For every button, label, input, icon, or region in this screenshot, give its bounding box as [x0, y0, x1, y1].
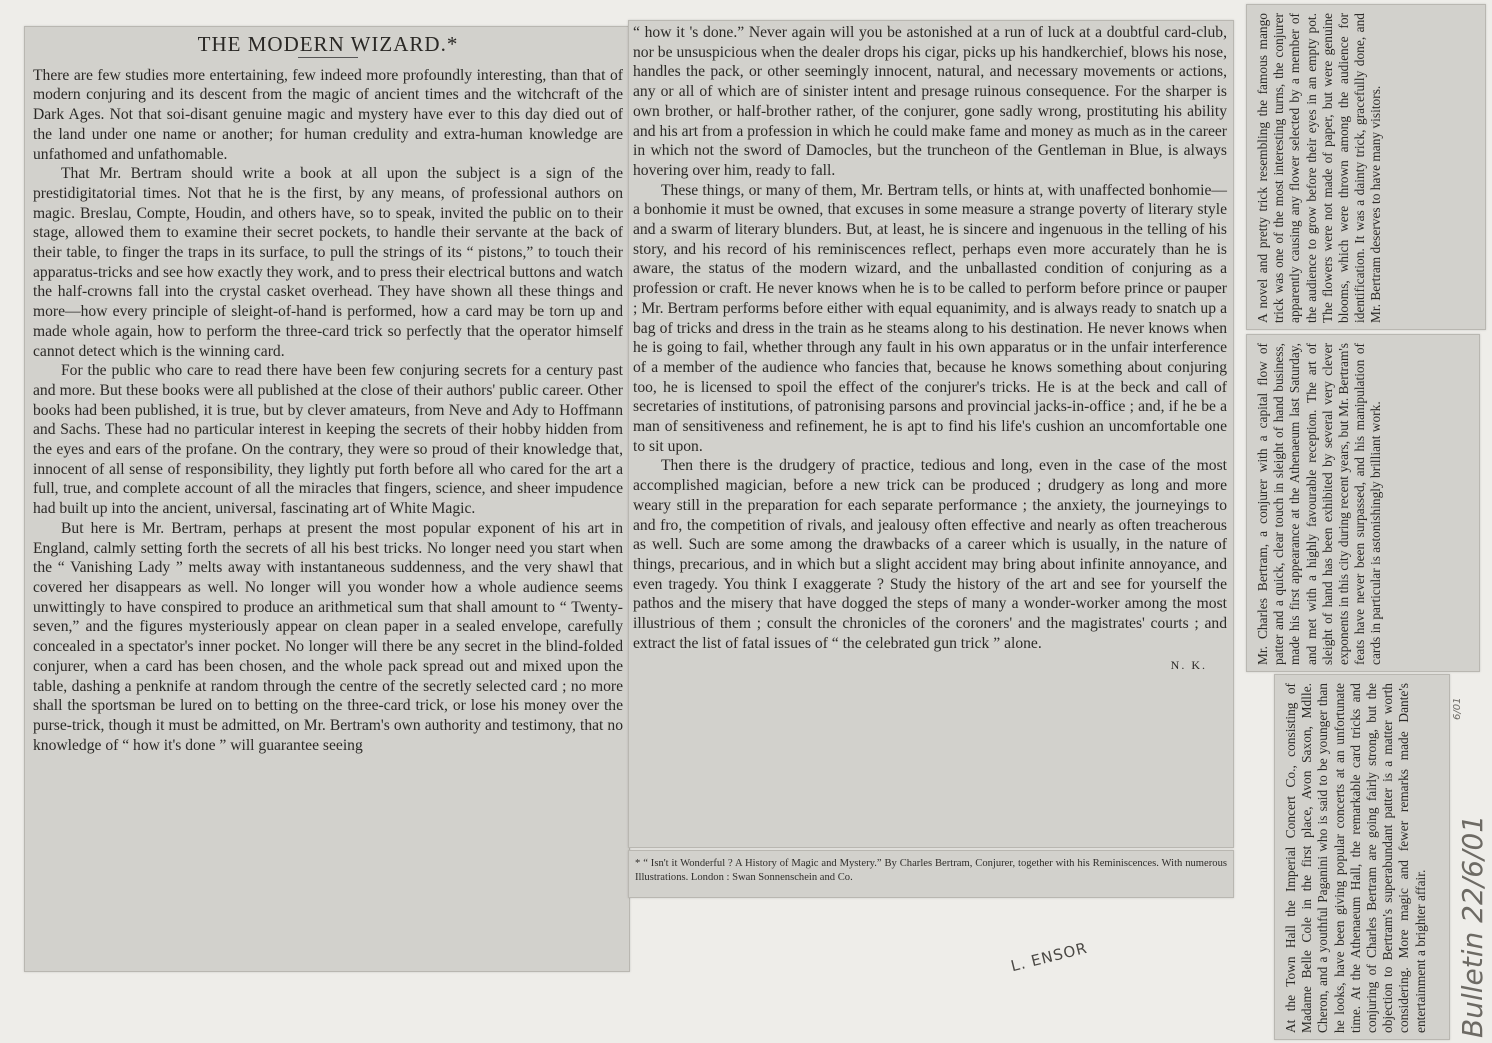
side-clipping-top	[1246, 4, 1486, 330]
side-clipping-middle	[1246, 334, 1480, 672]
paragraph: These things, or many of them, Mr. Bertram tells, or hints at, with unaffected bonhomie—a bonhomie it must be owned, that excuses in some measure a strange poverty of literary style and a swarm of literary blunders. But, at least, he is sincere and ingenuous in the telling of his story, and his record of his reminiscences reflect, perhaps even more accurately than he is aware, the status of the modern wizard, and the unballasted condition of conjuring as a profession or craft. He never knows when he is to be called to perform before prince or pauper ; Mr. Bertram performs before either with equal equanimity, and is always ready to snatch up a bag of tricks and dress in the train as he steams along to his destination. He never knows when he is going to fail, whether through any fault in his own apparatus or in the unfair interference of a member of the audience who fancies that, because he knows something about conjuring too, he is licensed to spoil the effect of the conjurer's tricks. He is at the beck and call of secretaries of institutions, of patronising parsons and provincial jacks-in-office ; and, if he be a man of sensitiveness and refinement, he is apt to find his life's cushion an uncomfortable one to sit upon.	[633, 181, 1227, 455]
article-title: THE MODERN WIZARD.*	[197, 32, 459, 56]
paragraph: There are few studies more entertaining, few indeed more profoundly interesting, than that of modern conjuring and its descent from the magic of ancient times and the witchcraft of the Dark Ages. Not that soi-disant genuine magic and mystery have ever to this day died out of the land under one name or another; for human credulity and extra-human knowledge are unfathomed and unfathomable.	[33, 66, 623, 163]
paragraph: For the public who care to read there have been few conjuring secrets for a century past and more. But these books were all published at the close of their authors' public career. Other books had been published, it is true, but by clever amateurs, from Neve and Ady to Hoffmann and Sachs. These had no particular interest in keeping the secrets of their hobby hidden from the eyes and ears of the profane. On the contrary, they were so proud of their knowledge that, innocent of all sense of responsibility, they lightly put forth before all who cared for the art a full, true, and complete account of all the miracles that fingers, science, and sheer impudence had built up into the ancient, universal, fascinating art of White Magic.	[33, 362, 623, 518]
title-rule	[298, 57, 358, 58]
article-right-clipping	[628, 20, 1234, 848]
side-text-middle: Mr. Charles Bertram, a conjurer with a capital flow of patter and a quick, clear touch in sleight of hand business, made his first appearance at the Athenaeum last Saturday, and met with a highly favourable reception. The art of sleight of hand has been exhibited by several very clever exponents in this city during recent years, but Mr. Bertram's feats have never been surpassed, and his manipulation of cards in particular is astonishingly brilliant work.	[1255, 343, 1384, 665]
side-text-top: A novel and pretty trick resembling the famous mango trick was one of the most interesting turns, the conjurer apparently causing any flower selected by a member of the audience to grow before their eyes in an empty pot. The flowers were not made of paper, but were genuine blooms, which were thrown among the audience for identification. It was a dainty trick, gracefully done, and Mr. Bertram deserves to have many visitors.	[1255, 13, 1384, 323]
paragraph: That Mr. Bertram should write a book at all upon the subject is a sign of the prestidigitatorial times. Not that he is the first, by any means, of professional authors on magic. Breslau, Compte, Houdin, and others have, so to speak, invited the public on to their stage, allowed them to examine their secret pockets, to handle their servante at the back of their table, to finger the traps in its surface, to pull the strings of its “ pistons,” to touch their apparatus-tricks and see how exactly they work, and to press their electrical buttons and watch the half-crowns fall into the crystal casket overhead. They have shown all these things and more—how every principle of sleight-of-hand is performed, how a card may be torn up and made whole again, how to perform the three-card trick so perfectly that the operator himself cannot detect which is the winning card.	[33, 165, 623, 360]
article-right-column	[633, 23, 1227, 675]
collector-stamp: L. ENSOR	[1008, 938, 1090, 976]
footnote-clipping	[628, 850, 1234, 898]
footnote: * “ Isn't it Wonderful ? A History of Magic and Mystery.” By Charles Bertram, Conjurer, together with his Reminiscences. With numerous Illustrations. London : Swan Sonnenschein and Co.	[635, 858, 1227, 883]
side-text-bottom: At the Town Hall the Imperial Concert Co., consisting of Madame Belle Cole in the first place, Avon Saxon, Mdlle. Cheron, and a youthful Paganini who is said to be younger than he looks, have been giving popular concerts at an unfortunate time. At the Athenaeum Hall, the remarkable card tricks and conjuring of Charles Bertram are going fairly strong, but the objection to Bertram's superabundant patter is a matter worth considering. More magic and fewer remarks made Dante's entertainment a brighter affair.	[1283, 683, 1428, 1033]
handwritten-source-date: Bulletin 22/6/01	[1456, 814, 1489, 1038]
side-clipping-bottom	[1274, 674, 1450, 1040]
paragraph: “ how it 's done.” Never again will you be astonished at a run of luck at a doubtful card-club, nor be unsuspicious when the dealer drops his cigar, picks up his handkerchief, blows his nose, handles the pack, or other seemingly innocent, natural, and necessary movements or actions, any or all of which are of sinister intent and presage ruinous consequence. For the sharper is own brother, or half-brother rather, of the conjurer, gone sadly wrong, prostituting his ability and his art from a profession in which he could make fame and money as much as in the career in which not the sword of Damocles, but the truncheon of the Gentleman in Blue, is always hovering over him, ready to fall.	[633, 24, 1227, 179]
paragraph: But here is Mr. Bertram, perhaps at present the most popular exponent of his art in England, calmly setting forth the secrets of all his best tricks. No longer need you start when the “ Vanishing Lady ” melts away with instantaneous suddenness, and the very shawl that covered her disappears as well. No longer will you wonder how a whole audience seems unwittingly to have conspired to produce an arithmetical sum that shall amount to “ Twenty-seven,” and the figures mysteriously appear on clean paper in a sealed envelope, carefully concealed in a spectator's inner pocket. No longer will there be any secret in the blind-folded conjurer, when a card has been chosen, and the whole pack spread out and mixed upon the table, dashing a penknife at random through the centre of the secretly selected card ; no more shall the sportsman be lured on to betting on the three-card trick, or lose his money over the purse-trick, though it must be admitted, on Mr. Bertram's own authority and testimony, that no knowledge of “ how it's done ” will guarantee seeing	[33, 519, 623, 754]
article-left-clipping	[24, 26, 630, 972]
paragraph: Then there is the drudgery of practice, tedious and long, even in the case of the most accomplished magician, before a new trick can be produced ; drudgery as long and more weary still in the preparation for each separate performance ; the anxiety, the journeyings to and fro, the competition of rivals, and jealousy often effective and nearly as often treacherous as well. Such are some among the drawbacks of a career which is usually, in the nature of things, precarious, and in which but a slight accident may bring about infinite annoyance, and even tragedy. You think I exaggerate ? Study the history of the art and see for yourself the pathos and the misery that have dogged the steps of many a wonder-worker among the most illustrious of them ; consult the chronicles of the coroners' and the magistrates' courts ; and extract the list of fatal issues of “ the celebrated gun trick ” alone.	[633, 457, 1227, 652]
author-signature: N. K.	[1170, 657, 1207, 672]
handwritten-mark: 6/01	[1452, 697, 1463, 720]
article-left-column	[33, 29, 623, 755]
